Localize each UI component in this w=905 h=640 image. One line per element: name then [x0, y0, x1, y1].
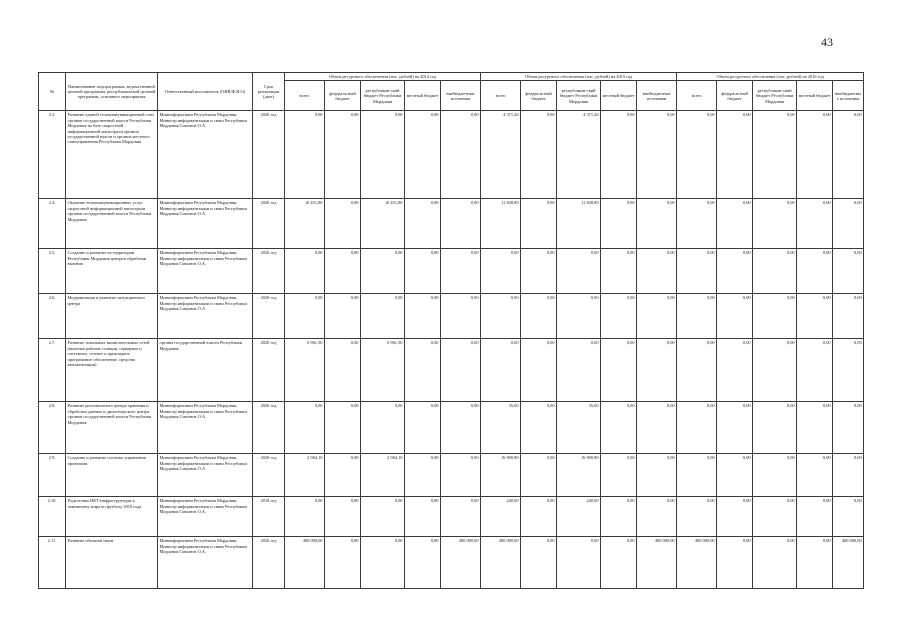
row-value: 0,00	[601, 249, 637, 294]
row-value: 0,00	[325, 111, 361, 199]
row-executor: Мининформсвязи Республики Мордовия, Министр информатизации и связи Республики Мордовия Симонов О.А.	[158, 497, 253, 537]
row-value: 0,00	[601, 402, 637, 454]
row-value: 0,00	[717, 249, 753, 294]
row-deadline: 2020 год	[253, 294, 285, 339]
row-value: 0,00	[753, 497, 797, 537]
row-value: 0,00	[521, 497, 557, 537]
row-value: 0,00	[285, 111, 325, 199]
row-value: 0,00	[601, 339, 637, 402]
row-executor: Мининформсвязи Республики Мордовия, Министр информатизации и связи Республики Мордовия Симонов О.А.	[158, 294, 253, 339]
row-value: 0,00	[325, 402, 361, 454]
row-value: 240,00	[481, 497, 521, 537]
row-value: 0,00	[441, 339, 481, 402]
table-row	[39, 199, 864, 249]
row-executor: Мининформсвязи Республики Мордовия, Министр информатизации и связи Республики Мордовия Симонов О.А.	[158, 199, 253, 249]
page-number: 43	[821, 35, 833, 49]
row-value: 0,00	[481, 249, 521, 294]
row-value: 0,00	[797, 454, 833, 497]
row-value: 0,00	[521, 454, 557, 497]
row-value: 16 900,90	[481, 454, 521, 497]
row-value: 0,00	[405, 339, 441, 402]
row-value: 0,00	[441, 402, 481, 454]
row-value: 0,00	[753, 454, 797, 497]
header-sub-total: всего	[285, 81, 325, 111]
row-value: 0,00	[601, 454, 637, 497]
row-value: 0,00	[637, 402, 677, 454]
row-value: 0,00	[717, 199, 753, 249]
row-value: 0,00	[637, 497, 677, 537]
row-value: 400 000,00	[481, 537, 521, 589]
row-value: 0,00	[677, 199, 717, 249]
row-value: 0,00	[405, 249, 441, 294]
row-value: 0,00	[441, 454, 481, 497]
row-name: Оказание телекоммуникационных услуг скоростной информационной магистрали органов государственной власти Республики Мордовия	[66, 199, 158, 249]
table-row	[39, 339, 864, 402]
row-value: 0,00	[481, 294, 521, 339]
row-value: 0,00	[833, 339, 864, 402]
row-value: 0,00	[797, 402, 833, 454]
row-number: 2.5.	[39, 249, 66, 294]
row-value: 0,00	[521, 249, 557, 294]
row-value: 0,00	[677, 249, 717, 294]
header-sub-republic: республикан-ский бюджет Республики Мордовия	[753, 81, 797, 111]
row-value: 0,00	[717, 537, 753, 589]
row-number: 2.9.	[39, 454, 66, 497]
row-executor: Мининформсвязи Республики Мордовия, Министр информатизации и связи Республики Мордовия Симонов О.А.	[158, 537, 253, 589]
row-value: 0,00	[797, 111, 833, 199]
row-value: 0,00	[405, 537, 441, 589]
row-value: 0,00	[325, 454, 361, 497]
row-deadline: 2020 год	[253, 402, 285, 454]
row-value: 0,00	[521, 294, 557, 339]
row-value: 240,00	[557, 497, 601, 537]
row-value: 0,00	[405, 294, 441, 339]
table-row	[39, 402, 864, 454]
row-value: 0,00	[833, 402, 864, 454]
row-value: 0,00	[325, 294, 361, 339]
header-sub-republic: республикан-ский бюджет Республики Мордовия	[557, 81, 601, 111]
row-value: 0,00	[677, 339, 717, 402]
row-value: 0,00	[677, 294, 717, 339]
row-value: 0,00	[405, 199, 441, 249]
table-row	[39, 537, 864, 589]
row-value: 0,00	[441, 294, 481, 339]
row-value: 0,00	[405, 402, 441, 454]
row-value: 0,00	[325, 199, 361, 249]
table-row	[39, 294, 864, 339]
row-value: 0,00	[677, 111, 717, 199]
row-executor: Мининформсвязи Республики Мордовия, Министр информатизации и связи Республики Мордовия Симонов О.А.	[158, 249, 253, 294]
row-value: 0,00	[797, 199, 833, 249]
row-value: 0,00	[717, 402, 753, 454]
row-value: 0,00	[833, 454, 864, 497]
header-sub-total: всего	[481, 81, 521, 111]
table-row	[39, 249, 864, 294]
row-value: 0,00	[285, 249, 325, 294]
row-value: 0,00	[677, 454, 717, 497]
row-value: 0,00	[481, 339, 521, 402]
header-sub-local: местный бюджет	[797, 81, 833, 111]
row-name: Развитие единой телекоммуникационной сети органов государственной власти Республики Мордовия на базе скоростной информационной магистрали органов государственной власти и органов местного самоуправления Республики Мордовия	[66, 111, 158, 199]
row-name: Создание и развитие системы управления проектами	[66, 454, 158, 497]
header-sub-offbudget: внебюджетные источники	[637, 81, 677, 111]
header-year-2016: Объем ресурсного обеспечения (тыс. рублей) на 2016 год	[677, 73, 864, 81]
row-value: 0,00	[833, 294, 864, 339]
row-value: 0,00	[521, 199, 557, 249]
row-value: 0,00	[325, 497, 361, 537]
row-value: 0,00	[405, 497, 441, 537]
row-value: 0,00	[637, 199, 677, 249]
row-value: 0,00	[361, 294, 405, 339]
resource-table	[38, 72, 864, 589]
row-value: 0,00	[753, 402, 797, 454]
header-sub-republic: республикан-ский бюджет Республики Мордовия	[361, 81, 405, 111]
row-value: 0,00	[557, 537, 601, 589]
row-value: 400 000,00	[677, 537, 717, 589]
header-sub-federal: федераль-ный бюджет	[521, 81, 557, 111]
row-value: 0,00	[637, 294, 677, 339]
row-value: 0,00	[637, 339, 677, 402]
row-deadline: 2020 год	[253, 249, 285, 294]
row-value: 0,00	[637, 249, 677, 294]
row-value: 10 451,80	[361, 199, 405, 249]
row-value: 0,00	[717, 454, 753, 497]
header-sub-local: местный бюджет	[405, 81, 441, 111]
row-name: Развитие локальных вычислительных сетей (включая рабочие станции, серверное и системное, сетевое и прикладное программное обеспечение, средства автоматизации)	[66, 339, 158, 402]
row-value: 400 000,00	[285, 537, 325, 589]
row-number: 2.6.	[39, 294, 66, 339]
row-number: 2.3.	[39, 111, 66, 199]
row-number: 2.8.	[39, 402, 66, 454]
row-value: 0,00	[753, 339, 797, 402]
table-row	[39, 111, 864, 199]
row-value: 6 961,50	[285, 339, 325, 402]
row-name: Модернизация и развитие ситуационного центра	[66, 294, 158, 339]
row-value: 0,00	[797, 339, 833, 402]
row-value: 0,00	[753, 111, 797, 199]
row-value: 0,00	[285, 402, 325, 454]
row-value: 11 828,80	[557, 199, 601, 249]
row-value: 0,00	[441, 111, 481, 199]
row-value: 0,00	[797, 249, 833, 294]
row-value: 0,00	[833, 249, 864, 294]
row-value: 400 000,00	[833, 537, 864, 589]
row-value: 0,00	[677, 497, 717, 537]
row-value: 0,00	[361, 537, 405, 589]
row-deadline: 2020 год	[253, 199, 285, 249]
row-number: 2.4.	[39, 199, 66, 249]
header-sub-federal: федераль-ный бюджет	[325, 81, 361, 111]
row-name: Развитие объектов связи	[66, 537, 158, 589]
row-value: 0,00	[441, 249, 481, 294]
row-value: 0,00	[717, 111, 753, 199]
row-value: 0,00	[601, 537, 637, 589]
header-year-2014: Объем ресурсного обеспечения (тыс. рублей) на 2014 год	[285, 73, 481, 81]
row-value: 4 371,20	[481, 111, 521, 199]
row-value: 2 984,10	[285, 454, 325, 497]
row-value: 0,00	[637, 454, 677, 497]
row-value: 0,00	[601, 111, 637, 199]
header-no: №	[39, 73, 66, 111]
header-year-2015: Объем ресурсного обеспечения (тыс. рублей) на 2015 год	[481, 73, 677, 81]
row-deadline: 2018 год	[253, 497, 285, 537]
row-value: 0,00	[601, 497, 637, 537]
row-value: 4 371,20	[557, 111, 601, 199]
row-value: 0,00	[753, 199, 797, 249]
row-deadline: 2020 год	[253, 537, 285, 589]
row-value: 0,00	[361, 497, 405, 537]
row-value: 2 984,10	[361, 454, 405, 497]
row-value: 0,00	[557, 294, 601, 339]
row-value: 0,00	[521, 402, 557, 454]
row-value: 35,00	[557, 402, 601, 454]
table-row	[39, 497, 864, 537]
row-value: 0,00	[325, 537, 361, 589]
row-value: 10 451,80	[285, 199, 325, 249]
table-body	[39, 111, 864, 589]
row-value: 11 828,80	[481, 199, 521, 249]
row-value: 0,00	[521, 111, 557, 199]
row-deadline: 2020 год	[253, 111, 285, 199]
table-row	[39, 454, 864, 497]
row-executor: Мининформсвязи Республики Мордовия, Министр информатизации и связи Республики Мордовия Симонов О.А.	[158, 454, 253, 497]
row-value: 0,00	[717, 339, 753, 402]
row-value: 0,00	[797, 537, 833, 589]
row-value: 0,00	[797, 294, 833, 339]
row-value: 35,00	[481, 402, 521, 454]
row-value: 400 000,00	[441, 537, 481, 589]
row-value: 0,00	[521, 339, 557, 402]
row-value: 0,00	[557, 249, 601, 294]
row-value: 0,00	[405, 111, 441, 199]
header-sub-federal: федераль-ный бюджет	[717, 81, 753, 111]
row-deadline: 2020 год	[253, 454, 285, 497]
row-value: 400 000,00	[637, 537, 677, 589]
row-value: 6 961,50	[361, 339, 405, 402]
row-value: 16 900,90	[557, 454, 601, 497]
header-executor: Ответственный исполнитель (ОИВ/Ф.И.О)	[158, 73, 253, 111]
row-value: 0,00	[325, 339, 361, 402]
row-value: 0,00	[717, 497, 753, 537]
row-value: 0,00	[361, 402, 405, 454]
row-number: 2.10.	[39, 497, 66, 537]
row-value: 0,00	[833, 111, 864, 199]
row-value: 0,00	[637, 111, 677, 199]
row-deadline: 2020 год	[253, 339, 285, 402]
row-value: 0,00	[441, 497, 481, 537]
row-executor: органы государственной власти Республики Мордовия	[158, 339, 253, 402]
row-value: 0,00	[833, 199, 864, 249]
row-value: 0,00	[717, 294, 753, 339]
row-value: 0,00	[441, 199, 481, 249]
row-value: 0,00	[601, 199, 637, 249]
row-value: 0,00	[833, 497, 864, 537]
header-sub-total: всего	[677, 81, 717, 111]
row-value: 0,00	[557, 339, 601, 402]
header-sub-local: местный бюджет	[601, 81, 637, 111]
row-value: 0,00	[285, 497, 325, 537]
row-executor: Мининформсвязи Республики Мордовия, Министр информатизации и связи Республики Мордовия Симонов О.А.	[158, 111, 253, 199]
row-value: 0,00	[361, 111, 405, 199]
row-name: Создание и развитие на территории Республики Мордовия центров обработки вызовов	[66, 249, 158, 294]
header-sub-offbudget: внебюджетные источники	[441, 81, 481, 111]
header-name: Наименование подпрограммы, ведомственной целевой программы, республиканской целевой программы, основного мероприятия	[66, 73, 158, 111]
row-value: 0,00	[753, 249, 797, 294]
row-value: 0,00	[677, 402, 717, 454]
row-executor: Мининформсвязи Республики Мордовия, Министр информатизации и связи Республики Мордовия Симонов О.А.	[158, 402, 253, 454]
header-deadline: Срок реализации (дата)	[253, 73, 285, 111]
row-number: 2.7.	[39, 339, 66, 402]
header-sub-offbudget: внебюджетные источники	[833, 81, 864, 111]
row-name: Развитие регионального центра хранения и обработки данных и диспетчерского центра органов государственной власти Республики Мордовия	[66, 402, 158, 454]
row-value: 0,00	[601, 294, 637, 339]
row-number: 2.11.	[39, 537, 66, 589]
row-value: 0,00	[361, 249, 405, 294]
row-value: 0,00	[797, 497, 833, 537]
row-value: 0,00	[753, 294, 797, 339]
row-value: 0,00	[521, 537, 557, 589]
row-value: 0,00	[405, 454, 441, 497]
row-value: 0,00	[285, 294, 325, 339]
row-value: 0,00	[753, 537, 797, 589]
row-name: Подготовка ИКТ-инфраструктуры к чемпионату мира по футболу 2018 года	[66, 497, 158, 537]
row-value: 0,00	[325, 249, 361, 294]
